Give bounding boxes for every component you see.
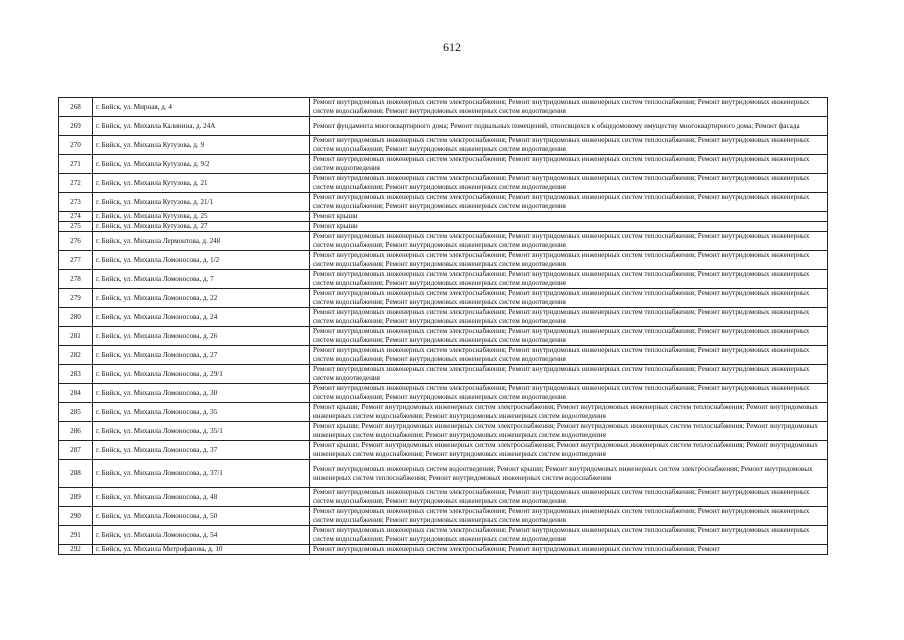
table-row [59,327,828,346]
row-number: 271 [59,155,93,174]
table-row [59,422,828,441]
row-number: 287 [59,441,93,460]
row-address: г. Бийск, ул. Михаила Ломоносова, д. 22 [93,289,310,308]
row-number: 278 [59,270,93,289]
row-works: Ремонт внутридомовых инженерных систем электроснабжения; Ремонт внутридомовых инженерных систем теплоснабжения; Ремонт внутридомовых инженерных систем водоснабжения; Ремонт внутридомовых инженерных систем водоотведения [310,327,828,346]
row-address: г. Бийск, ул. Михаила Ломоносова, д. 7 [93,270,310,289]
row-address: г. Бийск, ул. Михаила Кутузова, д. 9 [93,136,310,155]
row-works: Ремонт внутридомовых инженерных систем электроснабжения; Ремонт внутридомовых инженерных систем теплоснабжения; Ремонт внутридомовых инженерных систем водоотведения [310,365,828,384]
row-works: Ремонт внутридомовых инженерных систем электроснабжения; Ремонт внутридомовых инженерных систем теплоснабжения; Ремонт внутридомовых инженерных систем водоснабжения; Ремонт внутридомовых инженерных систем водоотведения [310,346,828,365]
row-works: Ремонт внутридомовых инженерных систем электроснабжения; Ремонт внутридомовых инженерных систем теплоснабжения; Ремонт внутридомовых инженерных систем водоснабжения; Ремонт внутридомовых инженерных систем водоотведения [310,136,828,155]
row-address: г. Бийск, ул. Михаила Ломоносова, д. 54 [93,526,310,545]
row-works: Ремонт внутридомовых инженерных систем электроснабжения; Ремонт внутридомовых инженерных систем теплоснабжения; Ремонт внутридомовых инженерных систем водоснабжения; Ремонт внутридомовых инженерных систем водоотведения [310,251,828,270]
table-row [59,441,828,460]
table-row [59,545,828,555]
row-number: 276 [59,232,93,251]
table-row [59,488,828,507]
row-address: г. Бийск, ул. Михаила Ломоносова, д. 35 [93,403,310,422]
row-number: 279 [59,289,93,308]
row-works: Ремонт внутридомовых инженерных систем электроснабжения; Ремонт внутридомовых инженерных систем теплоснабжения; Ремонт внутридомовых инженерных систем водоснабжения; Ремонт внутридомовых инженерных систем водоотведения [310,98,828,117]
table-row [59,526,828,545]
row-address: г. Бийск, ул. Михаила Ломоносова, д. 37/1 [93,460,310,488]
row-number: 292 [59,545,93,555]
table-row [59,136,828,155]
row-works: Ремонт внутридомовых инженерных систем электроснабжения; Ремонт внутридомовых инженерных систем теплоснабжения; Ремонт внутридомовых инженерных систем водоснабжения; Ремонт внутридомовых инженерных систем водоотведения [310,384,828,403]
row-address: г. Бийск, ул. Михаила Ломоносова, д. 29/1 [93,365,310,384]
row-number: 286 [59,422,93,441]
row-address: г. Бийск, ул. Михаила Кутузова, д. 21/1 [93,193,310,212]
row-address: г. Бийск, ул. Михаила Ломоносова, д. 37 [93,441,310,460]
row-number: 273 [59,193,93,212]
row-number: 270 [59,136,93,155]
table-row [59,460,828,488]
row-number: 272 [59,174,93,193]
row-works: Ремонт внутридомовых инженерных систем электроснабжения; Ремонт внутридомовых инженерных систем теплоснабжения; Ремонт внутридомовых инженерных систем водоснабжения; Ремонт внутридомовых инженерных систем водоотведения [310,488,828,507]
row-number: 288 [59,460,93,488]
row-number: 290 [59,507,93,526]
row-works: Ремонт фундамента многоквартирного дома; Ремонт подвальных помещений, относящихся к общедомовому имуществу многоквартирного дома; Ремонт фасада [310,117,828,136]
row-address: г. Бийск, ул. Михаила Калинина, д. 24А [93,117,310,136]
row-number: 274 [59,212,93,222]
row-works: Ремонт внутридомовых инженерных систем электроснабжения; Ремонт внутридомовых инженерных систем теплоснабжения; Ремонт внутридомовых инженерных систем водоснабжения; Ремонт внутридомовых инженерных систем водоотведения [310,270,828,289]
table-row [59,270,828,289]
table-row [59,384,828,403]
row-address: г. Бийск, ул. Мирная, д. 4 [93,98,310,117]
row-number: 281 [59,327,93,346]
row-number: 275 [59,222,93,232]
row-number: 289 [59,488,93,507]
row-address: г. Бийск, ул. Михаила Ломоносова, д. 1/2 [93,251,310,270]
row-number: 284 [59,384,93,403]
row-works: Ремонт внутридомовых инженерных систем электроснабжения; Ремонт внутридомовых инженерных систем теплоснабжения; Ремонт внутридомовых инженерных систем водоснабжения; Ремонт внутридомовых инженерных систем водоотведения [310,507,828,526]
table-row [59,222,828,232]
row-address: г. Бийск, ул. Михаила Кутузова, д. 25 [93,212,310,222]
table-row [59,155,828,174]
row-number: 291 [59,526,93,545]
row-works: Ремонт крыши [310,212,828,222]
row-number: 283 [59,365,93,384]
row-works: Ремонт внутридомовых инженерных систем электроснабжения; Ремонт внутридомовых инженерных систем теплоснабжения; Ремонт внутридомовых инженерных систем водоснабжения; Ремонт внутридомовых инженерных систем водоотведения [310,174,828,193]
row-works: Ремонт внутридомовых инженерных систем электроснабжения; Ремонт внутридомовых инженерных систем теплоснабжения; Ремонт внутридомовых инженерных систем водоотведения [310,155,828,174]
row-number: 282 [59,346,93,365]
row-address: г. Бийск, ул. Михаила Ломоносова, д. 24 [93,308,310,327]
row-address: г. Бийск, ул. Михаила Ломоносова, д. 27 [93,346,310,365]
row-works: Ремонт внутридомовых инженерных систем электроснабжения; Ремонт внутридомовых инженерных систем теплоснабжения; Ремонт внутридомовых инженерных систем водоснабжения; Ремонт внутридомовых инженерных систем водоотведения [310,289,828,308]
row-address: г. Бийск, ул. Михаила Кутузова, д. 21 [93,174,310,193]
table-row [59,232,828,251]
table-row [59,193,828,212]
row-address: г. Бийск, ул. Михаила Ломоносова, д. 48 [93,488,310,507]
row-works: Ремонт крыши; Ремонт внутридомовых инженерных систем электроснабжения; Ремонт внутридомовых инженерных систем теплоснабжения; Ремонт внутридомовых инженерных систем водоснабжения; Ремонт внутридомовых инженерных систем водоотведения [310,403,828,422]
table-row [59,507,828,526]
row-works: Ремонт внутридомовых инженерных систем электроснабжения; Ремонт внутридомовых инженерных систем теплоснабжения; Ремонт внутридомовых инженерных систем водоснабжения; Ремонт внутридомовых инженерных систем водоотведения [310,526,828,545]
row-works: Ремонт внутридомовых инженерных систем электроснабжения; Ремонт внутридомовых инженерных систем теплоснабжения; Ремонт внутридомовых инженерных систем водоснабжения; Ремонт внутридомовых инженерных систем водоотведения [310,232,828,251]
table-row [59,346,828,365]
table-row [59,251,828,270]
row-number: 285 [59,403,93,422]
row-address: г. Бийск, ул. Михаила Митрофанова, д. 10 [93,545,310,555]
table-row [59,365,828,384]
row-address: г. Бийск, ул. Михаила Ломоносова, д. 26 [93,327,310,346]
row-address: г. Бийск, ул. Михаила Кутузова, д. 27 [93,222,310,232]
table-row [59,308,828,327]
table-row [59,98,828,117]
row-address: г. Бийск, ул. Михаила Лермонтова, д. 248 [93,232,310,251]
table-row [59,289,828,308]
row-works: Ремонт крыши; Ремонт внутридомовых инженерных систем электроснабжения; Ремонт внутридомовых инженерных систем теплоснабжения; Ремонт внутридомовых инженерных систем водоснабжения; Ремонт внутридомовых инженерных систем водоотведения [310,441,828,460]
page-number: 612 [443,40,461,54]
row-number: 268 [59,98,93,117]
table-row [59,212,828,222]
row-number: 277 [59,251,93,270]
row-works: Ремонт крыши; Ремонт внутридомовых инженерных систем электроснабжения; Ремонт внутридомовых инженерных систем теплоснабжения; Ремонт внутридомовых инженерных систем водоснабжения; Ремонт внутридомовых инженерных систем водоотведения [310,422,828,441]
table-row [59,174,828,193]
row-address: г. Бийск, ул. Михаила Ломоносова, д. 35/1 [93,422,310,441]
row-address: г. Бийск, ул. Михаила Кутузова, д. 9/2 [93,155,310,174]
row-works: Ремонт крыши [310,222,828,232]
repair-registry-table [58,97,828,555]
row-number: 269 [59,117,93,136]
row-works: Ремонт внутридомовых инженерных систем электроснабжения; Ремонт внутридомовых инженерных систем теплоснабжения; Ремонт [310,545,828,555]
row-address: г. Бийск, ул. Михаила Ломоносова, д. 50 [93,507,310,526]
row-works: Ремонт внутридомовых инженерных систем электроснабжения; Ремонт внутридомовых инженерных систем теплоснабжения; Ремонт внутридомовых инженерных систем водоснабжения; Ремонт внутридомовых инженерных систем водоотведения [310,308,828,327]
row-number: 280 [59,308,93,327]
row-works: Ремонт внутридомовых инженерных систем электроснабжения; Ремонт внутридомовых инженерных систем теплоснабжения; Ремонт внутридомовых инженерных систем водоснабжения; Ремонт внутридомовых инженерных систем водоотведения [310,193,828,212]
row-works: Ремонт внутридомовых инженерных систем водоотведения; Ремонт крыши; Ремонт внутридомовых инженерных систем электроснабжения; Ремонт внутридомовых инженерных систем теплоснабжения; Ремонт внутридомовых инженерных систем водоснабжения [310,460,828,488]
row-address: г. Бийск, ул. Михаила Ломоносова, д. 30 [93,384,310,403]
table-row [59,117,828,136]
table-row [59,403,828,422]
